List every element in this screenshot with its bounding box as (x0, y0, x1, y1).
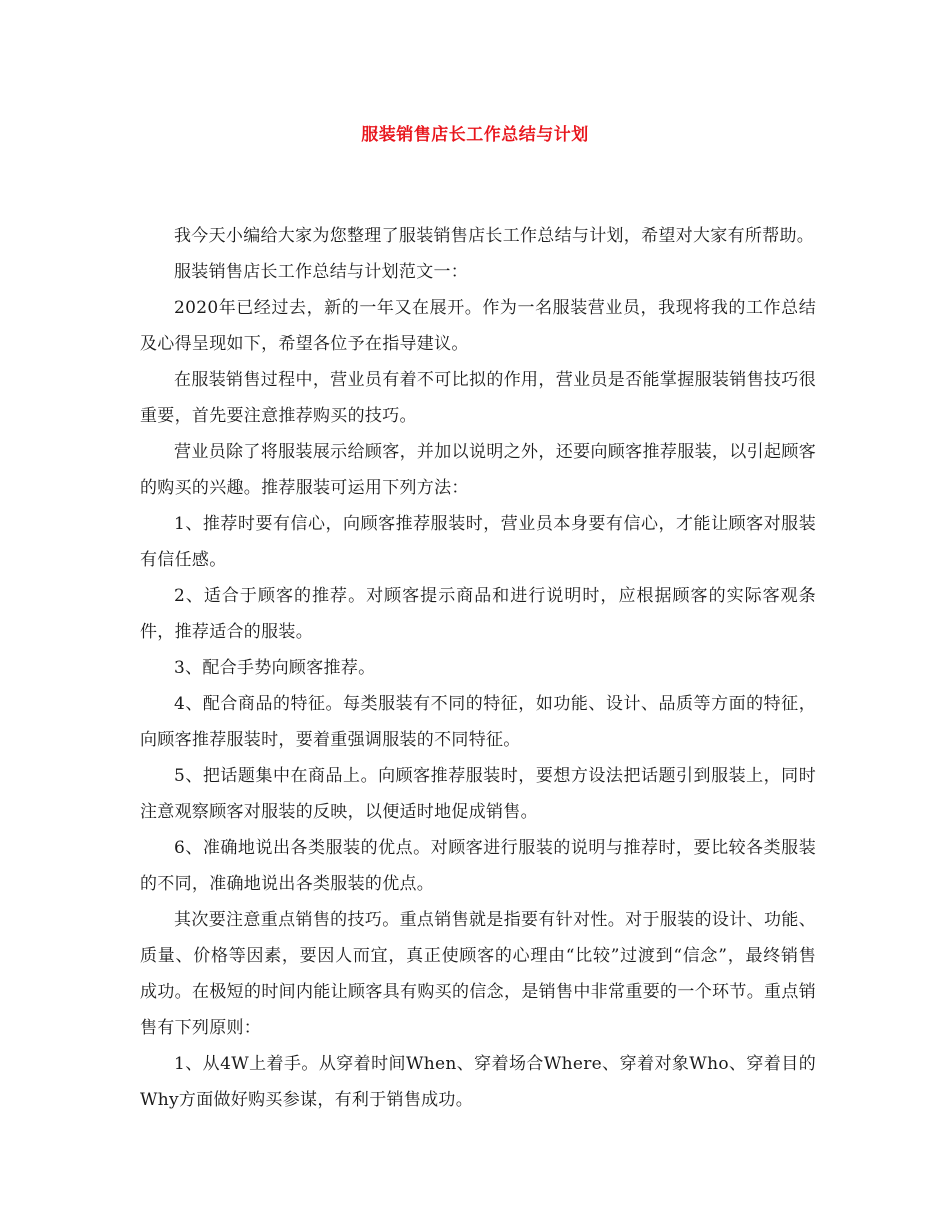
paragraph-intro: 我今天小编给大家为您整理了服装销售店长工作总结与计划，希望对大家有所帮助。 (174, 226, 815, 246)
paragraph-recommend-methods: 营业员除了将服装展示给顾客，并加以说明之外，还要向顾客推荐服装，以引起顾客的购买的兴趣。推荐服装可运用下列方法： (140, 442, 816, 498)
paragraph-method-3: 3、配合手势向顾客推荐。 (174, 658, 376, 678)
paragraph-method-1: 1、推荐时要有信心，向顾客推荐服装时，营业员本身要有信心，才能让顾客对服装有信任感。 (140, 514, 816, 570)
paragraph-method-4: 4、配合商品的特征。每类服装有不同的特征，如功能、设计、品质等方面的特征，向顾客推荐服装时，要着重强调服装的不同特征。 (140, 694, 816, 750)
paragraph-key-selling: 其次要注意重点销售的技巧。重点销售就是指要有针对性。对于服装的设计、功能、质量、价格等因素，要因人而宜，真正使顾客的心理由“比较”过渡到“信念”，最终销售成功。在极短的时间内能让顾客具有购买的信念，是销售中非常重要的一个环节。重点销售有下列原则： (140, 910, 816, 1038)
paragraph-year-summary: 2020年已经过去，新的一年又在展开。作为一名服装营业员，我现将我的工作总结及心得呈现如下，希望各位予在指导建议。 (140, 298, 816, 354)
document-body (140, 218, 816, 1118)
paragraph-salesperson-role: 在服装销售过程中，营业员有着不可比拟的作用，营业员是否能掌握服装销售技巧很重要，首先要注意推荐购买的技巧。 (140, 370, 816, 426)
document-title: 服装销售店长工作总结与计划 (361, 125, 589, 145)
paragraph-method-5: 5、把话题集中在商品上。向顾客推荐服装时，要想方设法把话题引到服装上，同时注意观察顾客对服装的反映，以便适时地促成销售。 (140, 766, 816, 822)
paragraph-sample-heading: 服装销售店长工作总结与计划范文一： (174, 262, 469, 282)
paragraph-method-6: 6、准确地说出各类服装的优点。对顾客进行服装的说明与推荐时，要比较各类服装的不同，准确地说出各类服装的优点。 (140, 838, 816, 894)
paragraph-method-2: 2、适合于顾客的推荐。对顾客提示商品和进行说明时，应根据顾客的实际客观条件，推荐适合的服装。 (140, 586, 816, 642)
paragraph-principle-1: 1、从4W上着手。从穿着时间When、穿着场合Where、穿着对象Who、穿着目的Why方面做好购买参谋，有利于销售成功。 (140, 1054, 816, 1110)
